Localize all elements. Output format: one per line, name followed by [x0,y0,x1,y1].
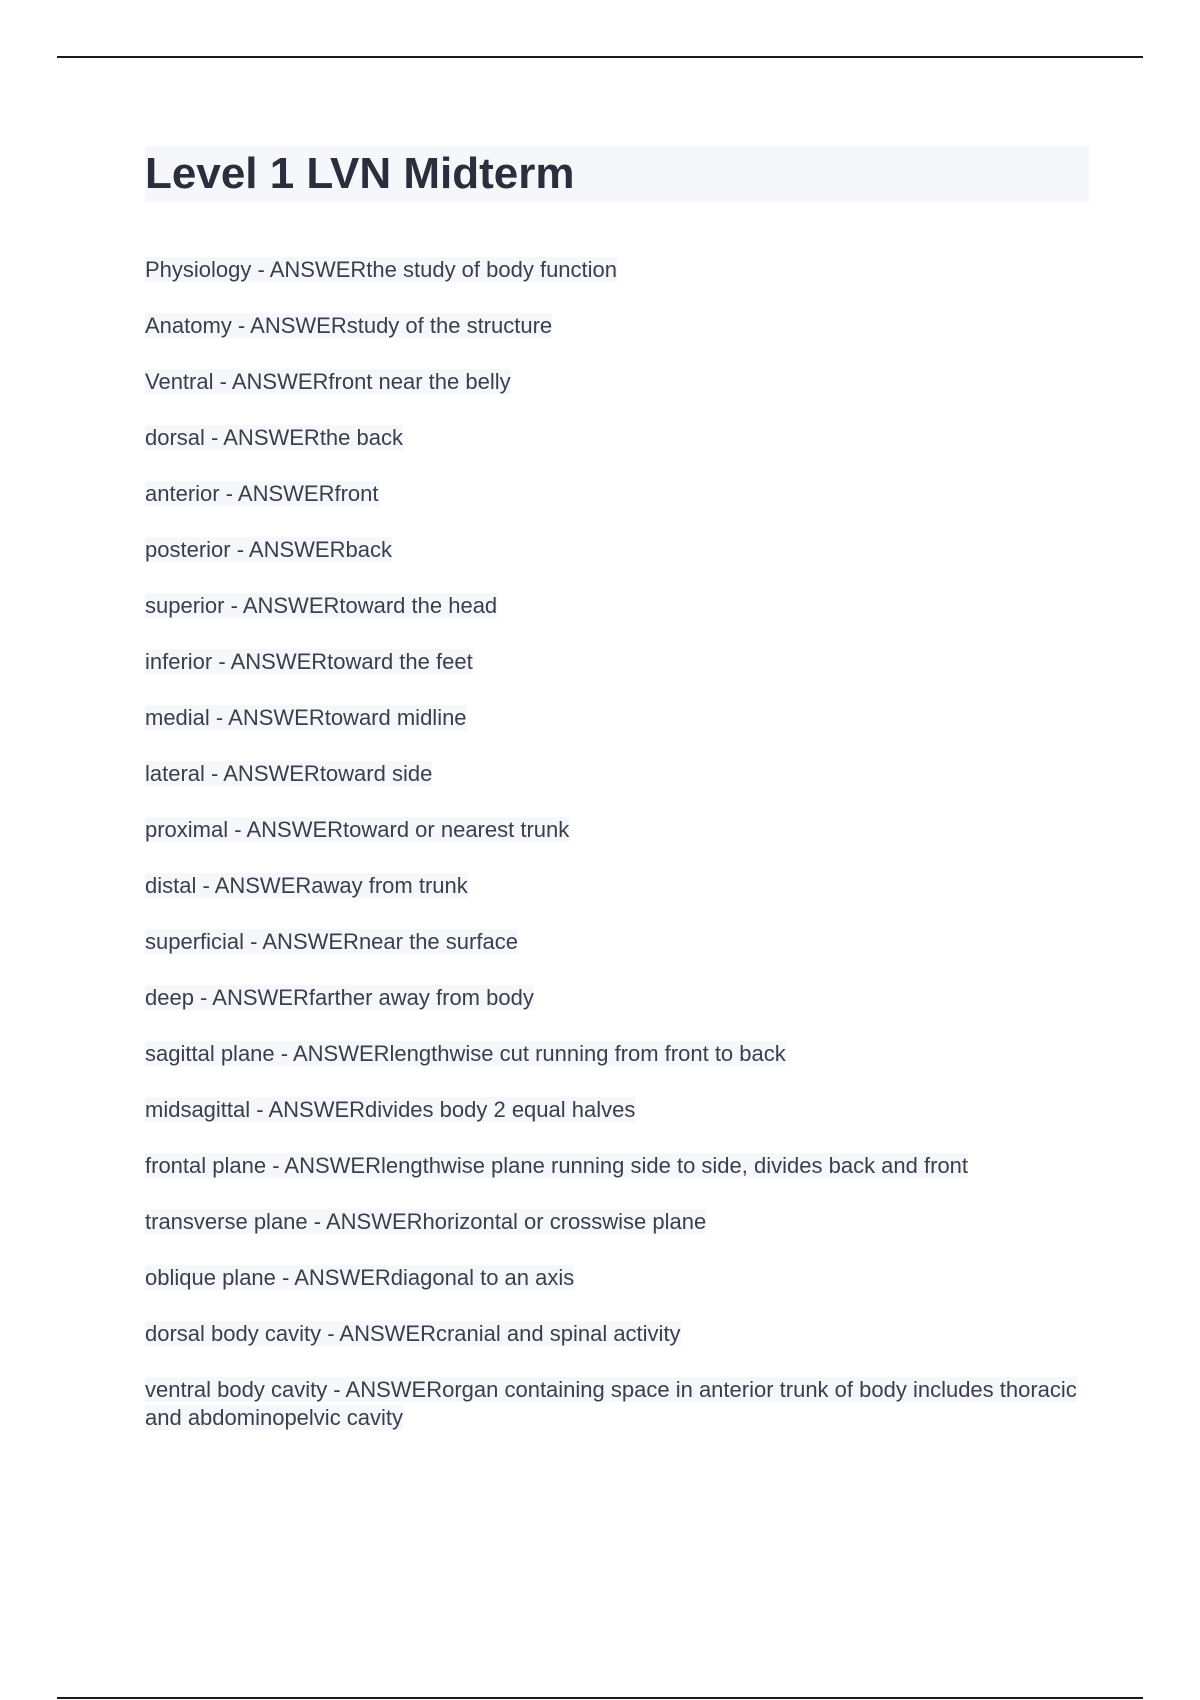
list-item [145,424,1090,480]
list-item-text: midsagittal - ANSWERdivides body 2 equal halves [145,1097,636,1122]
list-item [145,648,1090,704]
qa-list [145,256,1090,1438]
list-item-text: anterior - ANSWERfront [145,481,379,506]
list-item-text: ventral body cavity - ANSWERorgan containing space in anterior trunk of body includes thoracic and abdominopelvic cavity [145,1377,1077,1430]
list-item [145,1320,1090,1376]
list-item-text: sagittal plane - ANSWERlengthwise cut running from front to back [145,1041,786,1066]
list-item [145,760,1090,816]
list-item [145,368,1090,424]
page-title: Level 1 LVN Midterm [145,149,575,198]
list-item [145,592,1090,648]
list-item-text: transverse plane - ANSWERhorizontal or crosswise plane [145,1209,707,1234]
list-item-text: Ventral - ANSWERfront near the belly [145,369,511,394]
top-rule [57,56,1143,58]
list-item-text: superior - ANSWERtoward the head [145,593,498,618]
list-item-text: proximal - ANSWERtoward or nearest trunk [145,817,570,842]
list-item [145,872,1090,928]
list-item [145,480,1090,536]
list-item [145,1040,1090,1096]
list-item [145,816,1090,872]
list-item-text: deep - ANSWERfarther away from body [145,985,534,1010]
list-item [145,1208,1090,1264]
list-item-text: Physiology - ANSWERthe study of body function [145,257,618,282]
list-item [145,1264,1090,1320]
list-item-text: dorsal body cavity - ANSWERcranial and spinal activity [145,1321,681,1346]
list-item-text: dorsal - ANSWERthe back [145,425,403,450]
list-item [145,1152,1090,1208]
list-item-text: superficial - ANSWERnear the surface [145,929,518,954]
list-item-text: inferior - ANSWERtoward the feet [145,649,473,674]
list-item [145,1096,1090,1152]
list-item [145,984,1090,1040]
list-item [145,312,1090,368]
list-item-text: distal - ANSWERaway from trunk [145,873,468,898]
bottom-rule [57,1697,1143,1699]
list-item-text: posterior - ANSWERback [145,537,392,562]
list-item [145,256,1090,312]
list-item-text: oblique plane - ANSWERdiagonal to an axis [145,1265,575,1290]
list-item [145,704,1090,760]
list-item-text: medial - ANSWERtoward midline [145,705,467,730]
list-item [145,928,1090,984]
list-item [145,536,1090,592]
list-item [145,1376,1090,1438]
list-item-text: frontal plane - ANSWERlengthwise plane running side to side, divides back and front [145,1153,969,1178]
list-item-text: lateral - ANSWERtoward side [145,761,433,786]
list-item-text: Anatomy - ANSWERstudy of the structure [145,313,553,338]
